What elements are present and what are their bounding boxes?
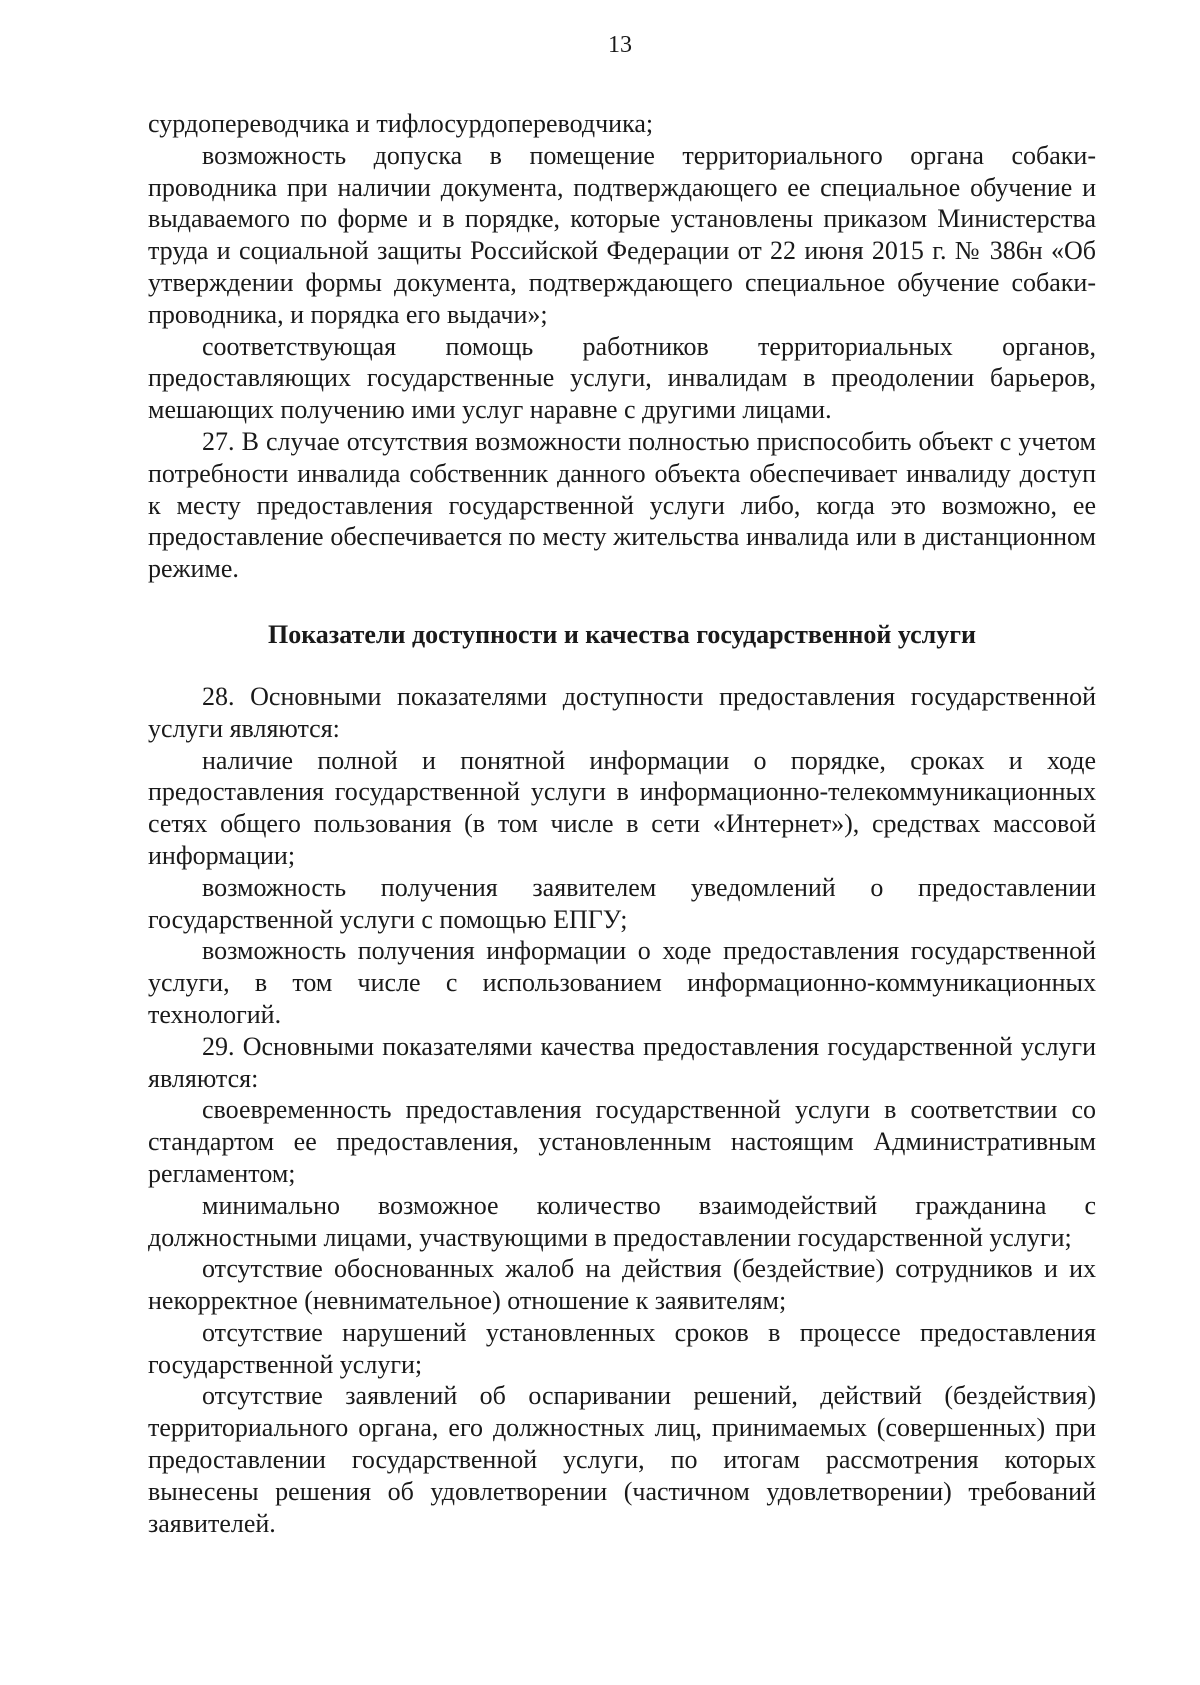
- paragraph-guide-dog-access: возможность допуска в помещение территориального органа собаки-проводника при наличии документа, подтверждающего ее специальное обучение и выдаваемого по форме и в порядке, которые установлены приказом Министерства труда и социальной защиты Российской Федерации от 22 июня 2015 г. № 386н «Об утверждении формы документа, подтверждающего специальное обучение собаки-проводника, и порядка его выдачи»;: [148, 140, 1096, 329]
- paragraph-item-28: 28. Основными показателями доступности предоставления государственной услуги являются:: [148, 681, 1096, 743]
- paragraph-staff-assistance: соответствующая помощь работников территориальных органов, предоставляющих государственные услуги, инвалидам в преодолении барьеров, мешающих получению ими услуг наравне с другими лицами.: [148, 331, 1096, 425]
- page-number: 13: [608, 32, 632, 58]
- paragraph-continuation: сурдопереводчика и тифлосурдопереводчика;: [148, 109, 654, 138]
- paragraph-minimal-interactions: минимально возможное количество взаимодействий гражданина с должностными лицами, участвующими в предоставлении государственной услуги;: [148, 1190, 1096, 1252]
- paragraph-progress-information: возможность получения информации о ходе предоставления государственной услуги, в том числе с использованием информационно-коммуникационных технологий.: [148, 936, 1096, 1029]
- paragraph-no-deadline-violations: отсутствие нарушений установленных сроков в процессе предоставления государственной услуги;: [148, 1317, 1096, 1379]
- document-body: [148, 108, 1096, 1539]
- paragraph-no-appeals: отсутствие заявлений об оспаривании решений, действий (бездействия) территориального органа, его должностных лиц, принимаемых (совершенных) при предоставлении государственной услуги, по итогам рассмотрения которых вынесены решения об удовлетворении (частичном удовлетворении) требований заявителей.: [148, 1381, 1096, 1538]
- paragraph-item-27: 27. В случае отсутствия возможности полностью приспособить объект с учетом потребности инвалида собственник данного объекта обеспечивает инвалиду доступ к месту предоставления государственной услуги либо, когда это возможно, ее предоставление обеспечивается по месту жительства инвалида или в дистанционном режиме.: [148, 426, 1096, 584]
- paragraph-information-availability: наличие полной и понятной информации о порядке, сроках и ходе предоставления государственной услуги в информационно-телекоммуникационных сетях общего пользования (в том числе в сети «Интернет»), средствах массовой информации;: [148, 745, 1096, 870]
- paragraph-timeliness: своевременность предоставления государственной услуги в соответствии со стандартом ее предоставления, установленным настоящим Административным регламентом;: [148, 1095, 1096, 1188]
- paragraph-no-complaints: отсутствие обоснованных жалоб на действия (бездействие) сотрудников и их некорректное (невнимательное) отношение к заявителям;: [148, 1254, 1096, 1316]
- paragraph-item-29: 29. Основными показателями качества предоставления государственной услуги являются:: [148, 1031, 1096, 1093]
- section-heading: Показатели доступности и качества государственной услуги: [267, 619, 977, 649]
- paragraph-notifications-epgu: возможность получения заявителем уведомлений о предоставлении государственной услуги с помощью ЕПГУ;: [148, 872, 1096, 934]
